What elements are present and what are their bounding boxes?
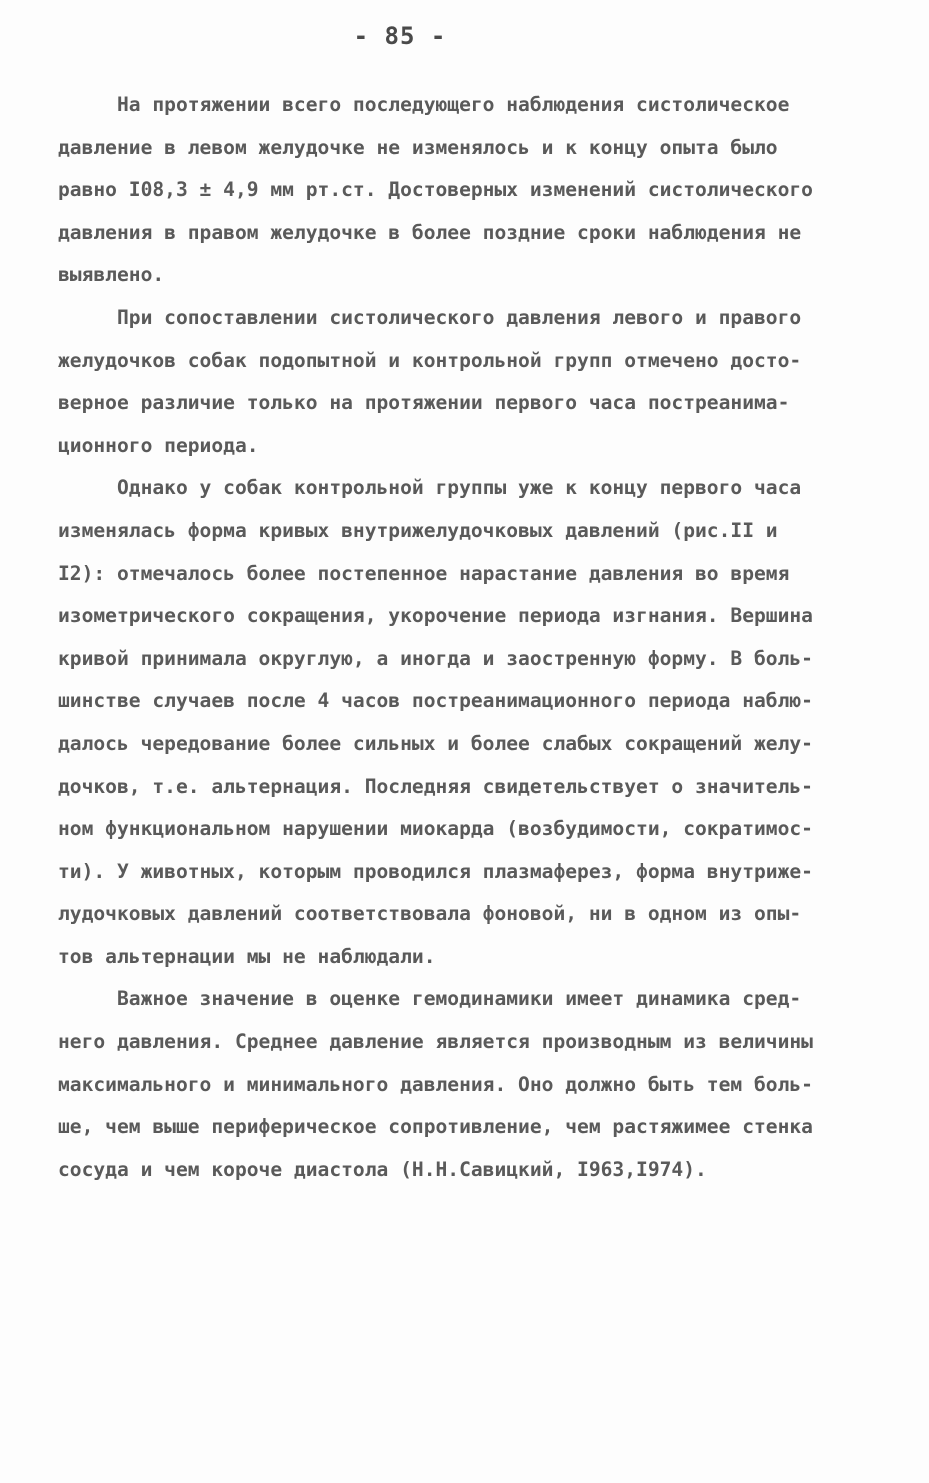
text-line: тов альтернации мы не наблюдали. [58,944,436,968]
text-line: него давления. Среднее давление является производным из величины [58,1030,813,1054]
text-line: сосуда и чем короче диастола (Н.Н.Савицкий, I963,I974). [58,1157,707,1181]
text-line: максимального и минимального давления. Оно должно быть тем боль- [58,1072,813,1096]
text-line: шинстве случаев после 4 часов постреанимационного периода наблю- [58,689,813,713]
text-line: дочков, т.е. альтернация. Последняя свидетельствует о значитель- [58,774,813,798]
text-line: давление в левом желудочке не изменялось и к концу опыта было [58,135,778,159]
text-line: ти). У животных, которым проводился плазмаферез, форма внутриже- [58,859,813,883]
text-line: На протяжении всего последующего наблюдения систолическое [58,93,790,116]
page-number: - 85 - [353,22,447,50]
text-line: желудочков собак подопытной и контрольной групп отмечено досто- [58,348,802,372]
text-line: изометрического сокращения, укорочение периода изгнания. Вершина [58,604,813,628]
text-line: ше, чем выше периферическое сопротивление, чем растяжимее стенка [58,1115,813,1139]
text-line: равно I08,3 ± 4,9 мм рт.ст. Достоверных изменений систолического [58,178,813,202]
text-line: При сопоставлении систолического давления левого и правого [58,305,802,329]
text-line: ном функциональном нарушении миокарда (возбудимости, сократимос- [58,817,813,841]
text-line: далось чередование более сильных и более слабых сокращений желу- [58,731,813,755]
text-line: I2): отмечалось более постепенное нарастание давления во время [58,561,790,585]
text-line: кривой принимала округлую, а иногда и заостренную форму. В боль- [58,646,813,670]
body-text [58,84,878,1191]
text-line: давления в правом желудочке в более поздние сроки наблюдения не [58,220,802,244]
text-line: ционного периода. [58,433,259,457]
text-line: изменялась форма кривых внутрижелудочковых давлений (рис.II и [58,518,778,542]
text-line: Важное значение в оценке гемодинамики имеет динамика сред- [58,987,802,1011]
text-line: Однако у собак контрольной группы уже к концу первого часа [58,476,802,500]
text-line: выявлено. [58,263,165,287]
text-line: лудочковых давлений соответствовала фоновой, ни в одном из опы- [58,902,802,926]
text-line: верное различие только на протяжении первого часа постреанима- [58,391,790,415]
